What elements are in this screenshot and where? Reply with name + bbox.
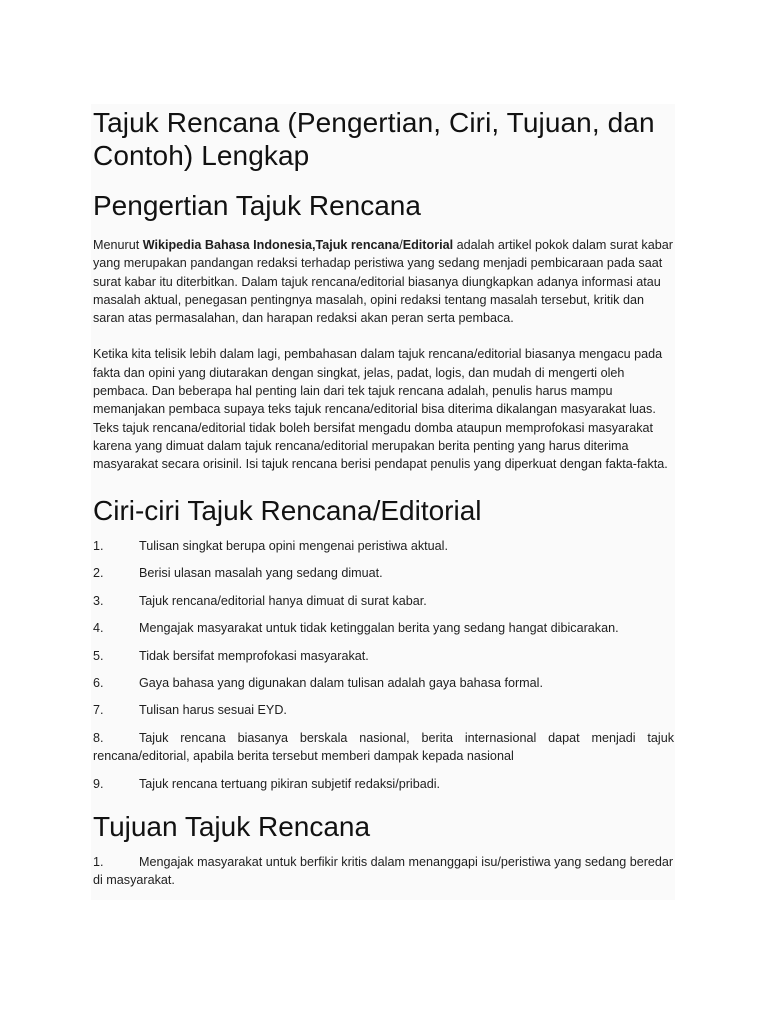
section-heading-pengertian: Pengertian Tajuk Rencana — [93, 190, 421, 221]
list-item — [93, 853, 674, 890]
list-item-number: 8. — [93, 730, 104, 745]
list-item-number: 1. — [93, 855, 104, 870]
list-item-text: Gaya bahasa yang digunakan dalam tulisan adalah gaya bahasa formal. — [139, 675, 543, 690]
list-item-number: 3. — [93, 593, 104, 608]
list-item-number: 9. — [93, 776, 104, 791]
list-item-number: 1. — [93, 538, 104, 553]
paragraph-second: Ketika kita telisik lebih dalam lagi, pembahasan dalam tajuk rencana/editorial biasanya mengacu pada fakta dan opini yang diutarakan dengan singkat, jelas, padat, logis, dan mudah di mengerti oleh pembaca. Dan beberapa hal penting lain dari tek tajuk rencana adalah, penulis harus mampu memanjakan pembaca supaya teks tajuk rencana/editorial bisa diterima dikalangan masyarakat luas. Teks tajuk rencana/editorial tidak boleh bersifat mengadu domba ataupun memprofokasi masyarakat karena yang dimuat dalam tajuk rencana/editorial merupakan berita penting yang harus diterima masyarakat secara orisinil. Isi tajuk rencana berisi pendapat penulis yang diperkuat dengan fakta-fakta. — [93, 347, 668, 472]
intro-bold-text: Wikipedia Bahasa Indonesia,Tajuk rencana — [142, 238, 400, 252]
section-heading-ciri: Ciri-ciri Tajuk Rencana/Editorial — [93, 494, 482, 526]
list-item-number: 7. — [93, 703, 104, 718]
list-item-text: Tidak bersifat memprofokasi masyarakat. — [139, 648, 369, 663]
list-item-text: Tajuk rencana biasanya berskala nasional, berita internasional dapat menjadi tajuk rencana/editorial, apabila berita tersebut memberi dampak kepada nasional — [93, 730, 674, 764]
section-heading-tujuan: Tujuan Tajuk Rencana — [93, 811, 371, 843]
list-item-number: 2. — [93, 566, 104, 581]
list-item-text: Mengajak masyarakat untuk tidak ketinggalan berita yang sedang hangat dibicarakan. — [139, 621, 619, 636]
intro-text: adalah artikel pokok dalam surat kabar yang merupakan pandangan redaksi terhadap peristiwa yang sedang menjadi pembicaraan pada saat surat kabar itu diterbitkan. Dalam tajuk rencana/editorial biasanya diungkapkan adanya informasi atau masalah aktual, penegasan pentingnya masalah, opini redaksi tentang masalah tersebut, kritik dan saran atas permasalahan, dan harapan redaksi akan peran serta pembaca. — [93, 238, 673, 326]
list-item-text: Tulisan singkat berupa opini mengenai peristiwa aktual. — [139, 538, 448, 553]
list-item — [93, 537, 674, 555]
list-item-text: Tulisan harus sesuai EYD. — [139, 703, 287, 718]
list-item — [93, 592, 674, 610]
paragraph-intro — [93, 236, 674, 327]
intro-text: Menurut — [93, 238, 143, 252]
list-item — [93, 564, 674, 582]
list-item-number: 6. — [93, 675, 104, 690]
list-item — [93, 647, 674, 665]
intro-text: / — [399, 238, 403, 252]
numbered-list-tujuan — [93, 853, 674, 890]
list-item — [93, 619, 674, 637]
list-item-text: Tajuk rencana tertuang pikiran subjetif redaksi/pribadi. — [139, 776, 441, 791]
list-item-number: 5. — [93, 648, 104, 663]
document-title: Tajuk Rencana (Pengertian, Ciri, Tujuan, dan Contoh) Lengkap — [93, 107, 655, 171]
list-item-number: 4. — [93, 621, 104, 636]
list-item-text: Mengajak masyarakat untuk berfikir kritis dalam menanggapi isu/peristiwa yang sedang beredar di masyarakat. — [93, 855, 674, 888]
list-item — [93, 729, 674, 766]
numbered-list-ciri — [93, 537, 674, 793]
list-item — [93, 775, 674, 793]
document-page — [91, 104, 675, 900]
list-item-text: Tajuk rencana/editorial hanya dimuat di surat kabar. — [139, 593, 427, 608]
list-item — [93, 701, 674, 719]
list-item — [93, 674, 674, 692]
list-item-text: Berisi ulasan masalah yang sedang dimuat. — [139, 566, 383, 581]
intro-bold-text: Editorial — [402, 238, 454, 252]
document-content — [93, 106, 674, 899]
